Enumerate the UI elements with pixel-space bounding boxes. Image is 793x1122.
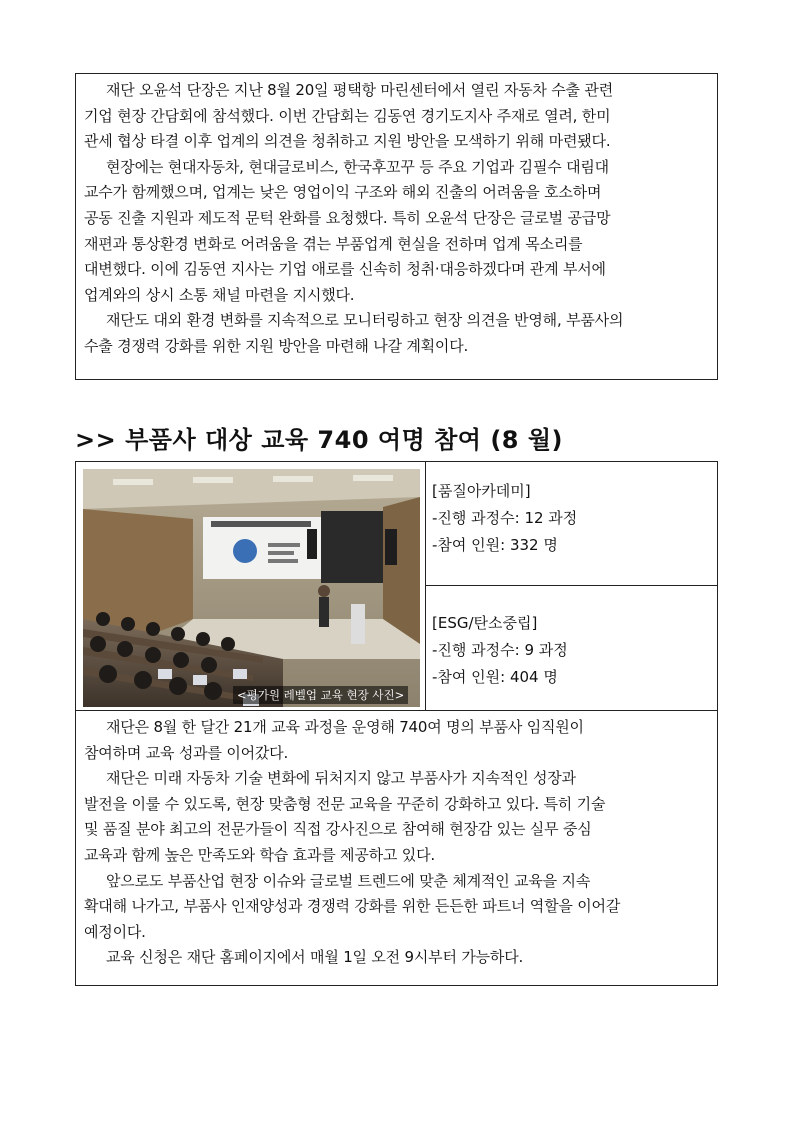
text-line: 교육 신청은 재단 홈페이지에서 매월 1일 오전 9시부터 가능하다. bbox=[106, 948, 524, 967]
program-info-quality bbox=[426, 462, 717, 586]
bottom-article-box bbox=[75, 710, 718, 986]
text-line: 재단은 8월 한 달간 21개 교육 과정을 운영해 740여 명의 부품사 임직원이 bbox=[106, 718, 584, 736]
photo-caption: <평가원 레벨업 교육 현장 사진> bbox=[233, 686, 408, 704]
program-info-esg bbox=[426, 586, 717, 710]
text-line: 교수가 함께했으며, 업계는 낮은 영업이익 구조와 해외 진출의 어려움을 호소하며 bbox=[84, 183, 602, 202]
program-courses: -진행 과정수: 9 과정 bbox=[432, 641, 568, 659]
program-table bbox=[75, 461, 718, 711]
top-paragraph-1 bbox=[84, 78, 709, 155]
text-line: 예정이다. bbox=[84, 922, 146, 941]
text-line: 및 품질 분야 최고의 전문가들이 직접 강사진으로 참여해 현장감 있는 실무 중심 bbox=[84, 820, 592, 839]
text-line: 참여하며 교육 성과를 이어갔다. bbox=[84, 743, 289, 762]
program-courses: -진행 과정수: 12 과정 bbox=[432, 509, 578, 527]
program-participants: -참여 인원: 404 명 bbox=[432, 668, 558, 686]
text-line: 재단 오윤석 단장은 지난 8월 20일 평택항 마린센터에서 열린 자동차 수출 관련 bbox=[106, 81, 613, 99]
bottom-paragraph-4 bbox=[84, 945, 709, 971]
text-line: 현장에는 현대자동차, 현대글로비스, 한국후꼬꾸 등 주요 기업과 김필수 대림대 bbox=[106, 157, 609, 176]
text-line: 재단은 미래 자동차 기술 변화에 뒤처지지 않고 부품사가 지속적인 성장과 bbox=[106, 769, 576, 788]
bottom-paragraph-1 bbox=[84, 715, 709, 766]
bottom-paragraph-2 bbox=[84, 766, 709, 868]
text-line: 교육과 함께 높은 만족도와 학습 효과를 제공하고 있다. bbox=[84, 845, 435, 864]
top-article-box bbox=[75, 73, 718, 380]
text-line: 수출 경쟁력 강화를 위한 지원 방안을 마련해 나갈 계획이다. bbox=[84, 336, 469, 355]
text-line: 앞으로도 부품산업 현장 이슈와 글로벌 트렌드에 맞춘 체계적인 교육을 지속 bbox=[106, 871, 591, 890]
text-line: 업계와의 상시 소통 채널 마련을 지시했다. bbox=[84, 285, 355, 304]
program-name: [ESG/탄소중립] bbox=[432, 614, 538, 632]
photo-cell bbox=[76, 462, 426, 710]
text-line: 재단도 대외 환경 변화를 지속적으로 모니터링하고 현장 의견을 반영해, 부품사의 bbox=[106, 311, 624, 330]
text-line: 대변했다. 이에 김동연 지사는 기업 애로를 신속히 청취·대응하겠다며 관계 부서에 bbox=[84, 260, 606, 279]
program-participants: -참여 인원: 332 명 bbox=[432, 536, 558, 554]
text-line: 공동 진출 지원과 제도적 문턱 완화를 요청했다. 특히 오윤석 단장은 글로벌 공급망 bbox=[84, 208, 611, 227]
top-paragraph-2 bbox=[84, 155, 709, 309]
lecture-photo bbox=[83, 469, 420, 707]
text-line: 발전을 이룰 수 있도록, 현장 맞춤형 전문 교육을 꾸준히 강화하고 있다. 특히 기술 bbox=[84, 794, 606, 813]
text-line: 기업 현장 간담회에 참석했다. 이번 간담회는 김동연 경기도지사 주재로 열려, 한미 bbox=[84, 106, 611, 125]
program-name: [품질아카데미] bbox=[432, 482, 531, 500]
section-title: >> 부품사 대상 교육 740 여명 참여 (8 월) bbox=[75, 426, 564, 454]
bottom-paragraph-3 bbox=[84, 869, 709, 946]
top-paragraph-3 bbox=[84, 308, 709, 359]
text-line: 재편과 통상환경 변화로 어려움을 겪는 부품업계 현실을 전하며 업계 목소리를 bbox=[84, 234, 583, 253]
text-line: 관세 협상 타결 이후 업계의 의견을 청취하고 지원 방안을 모색하기 위해 마련됐다. bbox=[84, 132, 611, 151]
text-line: 확대해 나가고, 부품사 인재양성과 경쟁력 강화를 위한 든든한 파트너 역할을 이어갈 bbox=[84, 897, 621, 916]
